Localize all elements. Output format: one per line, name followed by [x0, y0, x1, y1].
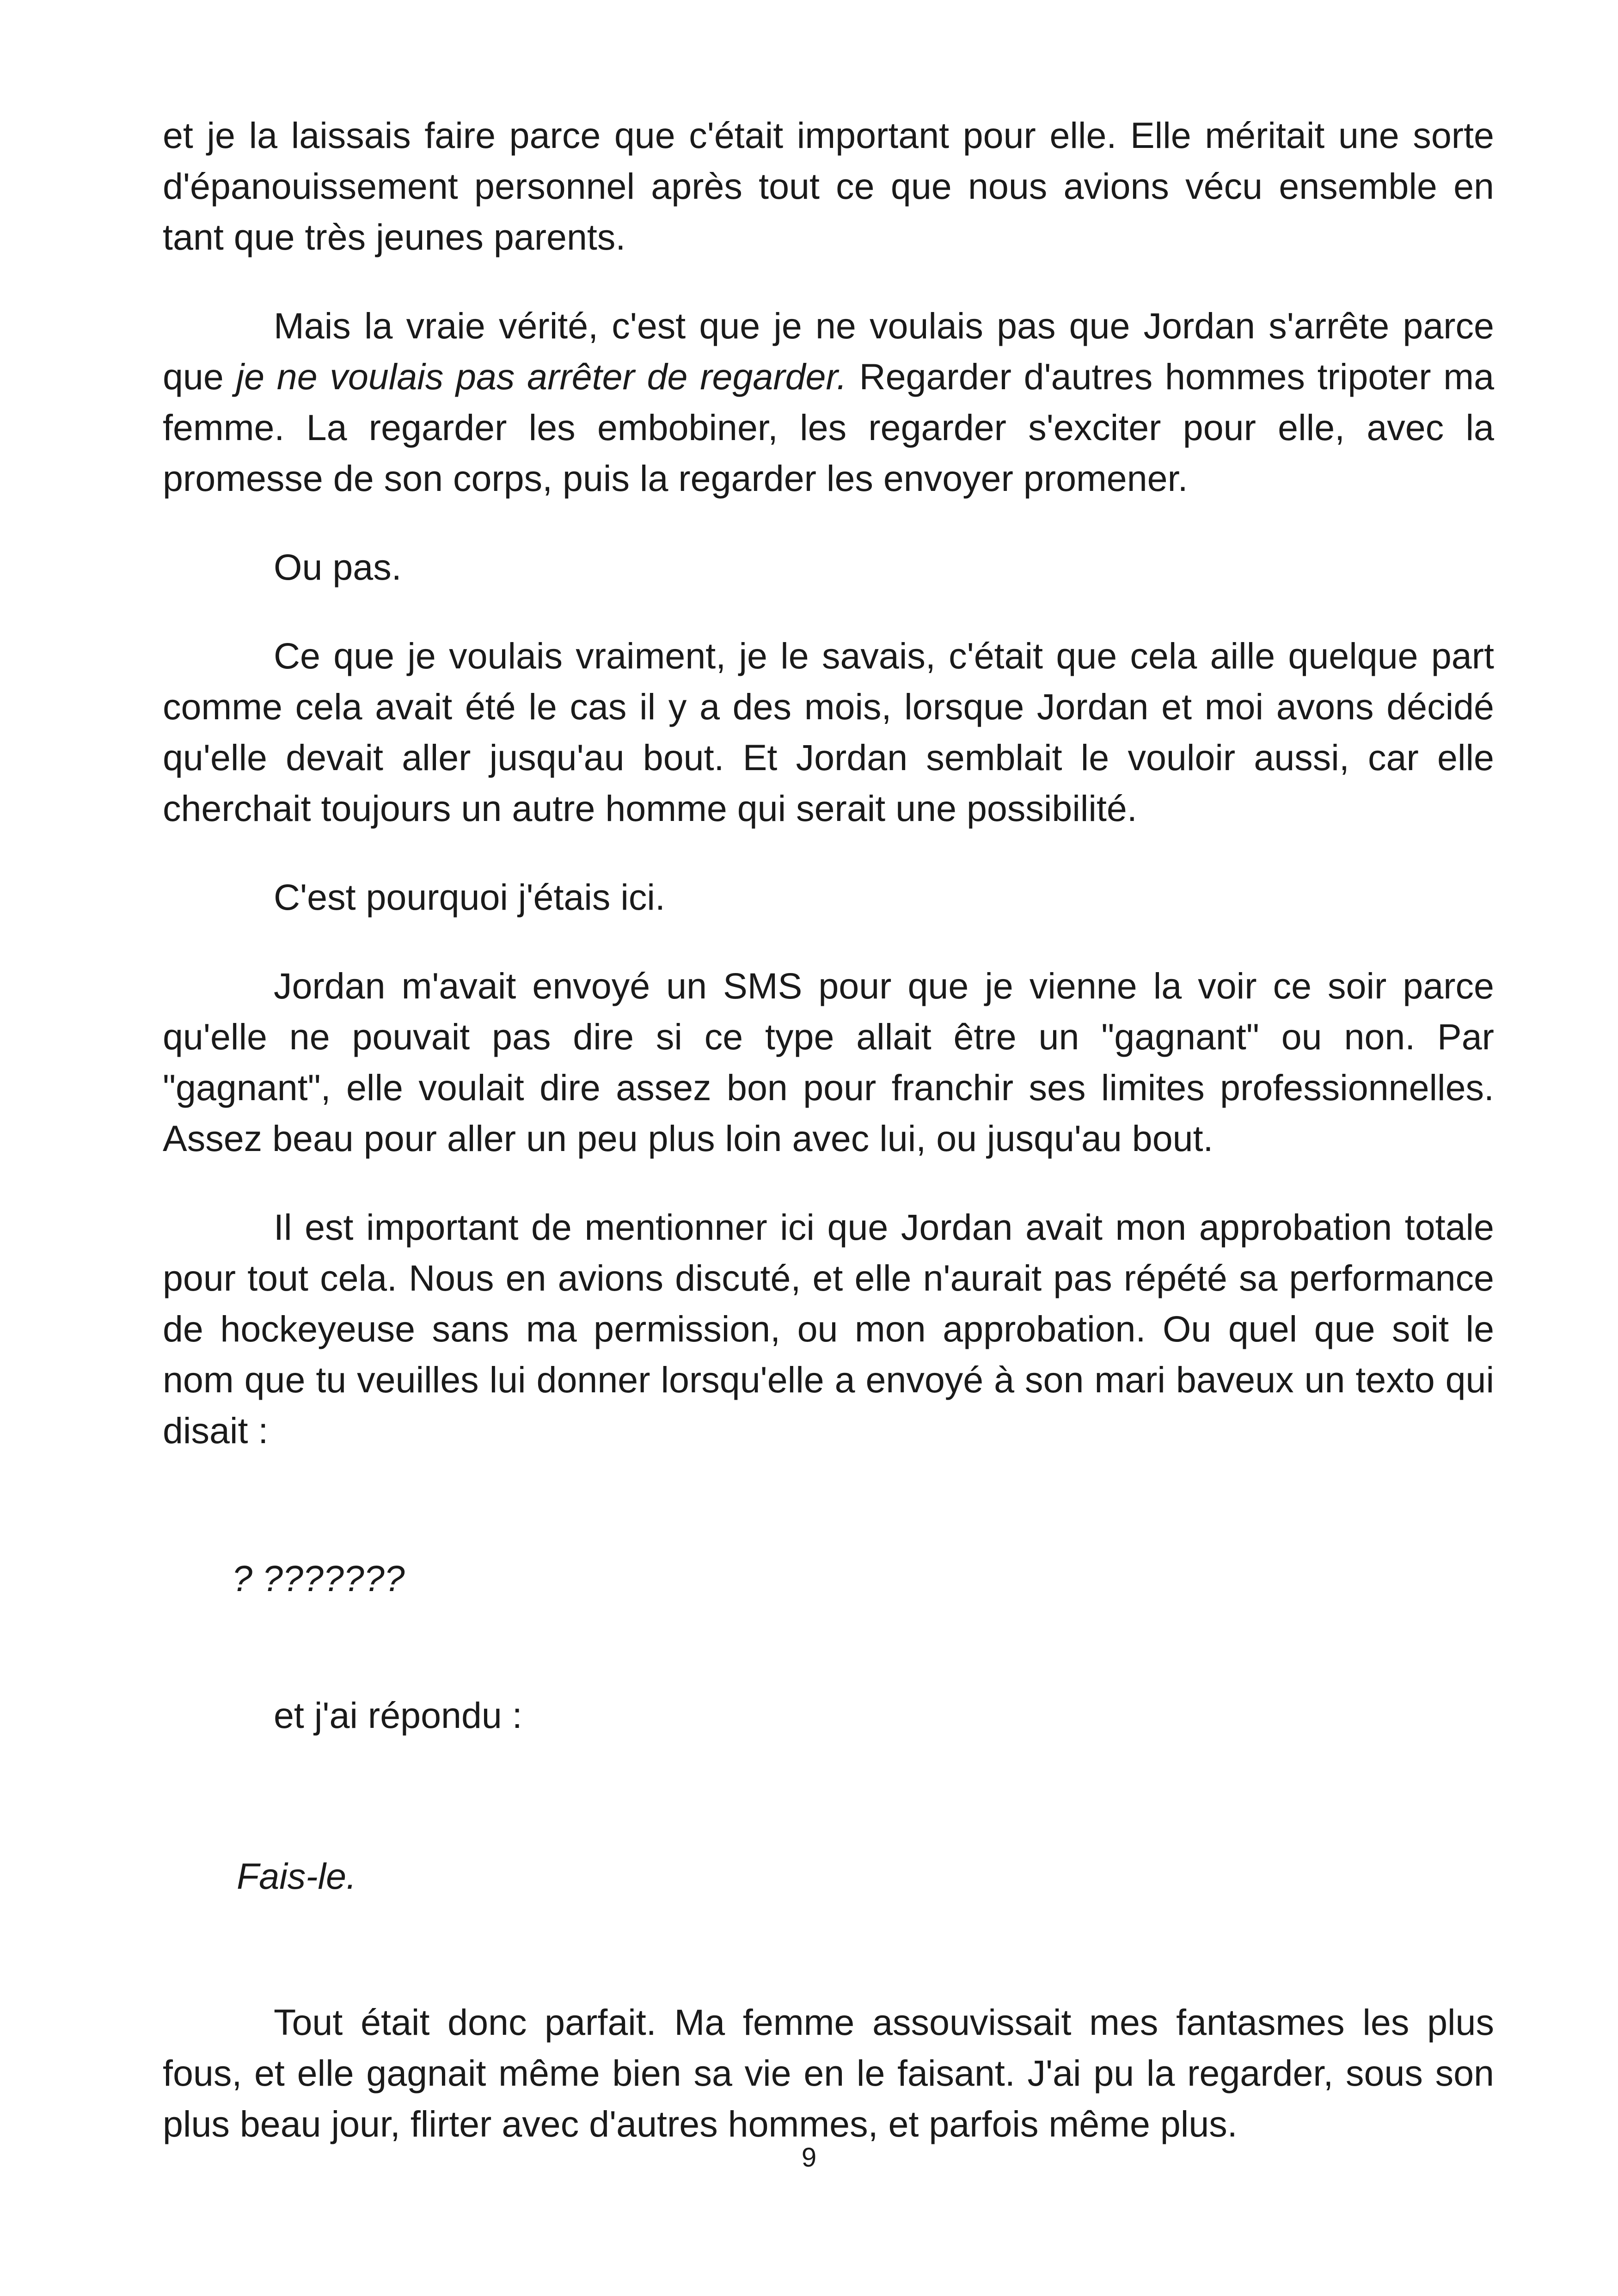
text-message-2: Fais-le.: [237, 1855, 356, 1897]
document-page: [163, 110, 1494, 2149]
page-number: 9: [801, 2143, 817, 2173]
paragraph-3: Ou pas.: [274, 546, 402, 588]
paragraph-2: [163, 300, 1494, 504]
paragraph-1: et je la laissais faire parce que c'était important pour elle. Elle méritait une sorte d'épanouissement personnel après tout ce que nous avions vécu ensemble en tant que très jeunes parents.: [163, 115, 1494, 257]
paragraph-6: Jordan m'avait envoyé un SMS pour que je vienne la voir ce soir parce qu'elle ne pouvait pas dire si ce type allait être un "gagnant" ou non. Par "gagnant", elle voulait dire assez bon pour franchir ses limites professionnelles. Assez beau pour aller un peu plus loin avec lui, ou jusqu'au bout.: [163, 965, 1494, 1159]
paragraph-7: Il est important de mentionner ici que Jordan avait mon approbation totale pour tout cela. Nous en avions discuté, et elle n'aurait pas répété sa performance de hockeyeuse sans ma permission, ou mon approbation. Ou quel que soit le nom que tu veuilles lui donner lorsqu'elle a envoyé à son mari baveux un texto qui disait :: [163, 1206, 1494, 1451]
paragraph-2-end: Regarder d'autres hommes tripoter ma femme. La regarder les embobiner, les regarder s'exciter pour elle, avec la promesse de son corps, puis la regarder les envoyer promener.: [163, 356, 1494, 499]
text-message-1: ? ???????: [232, 1558, 405, 1599]
reply-intro: et j'ai répondu :: [274, 1695, 522, 1736]
paragraph-4: Ce que je voulais vraiment, je le savais, c'était que cela aille quelque part comme cela avait été le cas il y a des mois, lorsque Jordan et moi avons décidé qu'elle devait aller jusqu'au bout. Et Jordan semblait le vouloir aussi, car elle cherchait toujours un autre homme qui serait une possibilité.: [163, 635, 1494, 829]
paragraph-5: C'est pourquoi j'étais ici.: [274, 876, 665, 918]
paragraph-8: Tout était donc parfait. Ma femme assouvissait mes fantasmes les plus fous, et elle gagnait même bien sa vie en le faisant. J'ai pu la regarder, sous son plus beau jour, flirter avec d'autres hommes, et parfois même plus.: [163, 2002, 1494, 2144]
paragraph-2-italic: je ne voulais pas arrêter de regarder.: [236, 356, 847, 397]
paragraph-2-start: Mais la vraie vérité, c'est que je ne voulais pas que Jordan s'arrête parce que: [163, 305, 1494, 397]
